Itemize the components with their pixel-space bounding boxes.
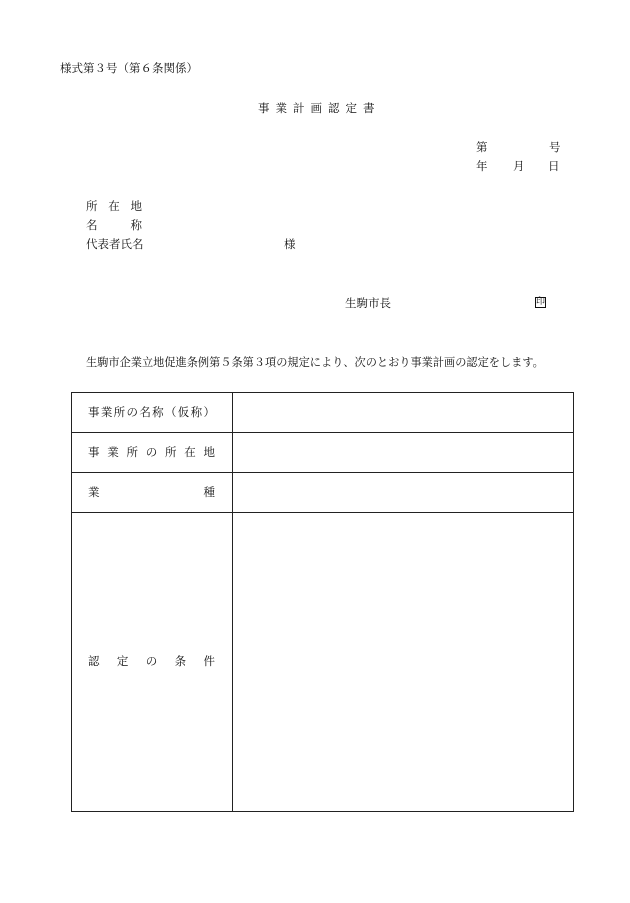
certificate-number-prefix: 第 (476, 140, 488, 154)
row-label-office-location: 事 業 所 の 所 在 地 (88, 445, 215, 459)
certificate-number-suffix: 号 (549, 140, 561, 154)
row-value-conditions (233, 513, 573, 811)
row-label-industry: 業 種 (88, 485, 215, 499)
row-label-office-name: 事 業 所 の 名 称 （ 仮 称 ） (88, 405, 215, 419)
certification-table (71, 392, 574, 812)
body-text: 生駒市企業立地促進条例第５条第３項の規定により、次のとおり事業計画の認定をします。 (86, 356, 544, 369)
addressee-representative-label: 代 表 者 氏 名 (86, 237, 144, 251)
document-title: 事業計画認定書 (258, 101, 381, 115)
seal-mark: 印 (536, 297, 546, 307)
date-month-label: 月 (513, 159, 525, 173)
form-number: 様式第３号（第６条関係） (60, 61, 198, 75)
issuer-mayor: 生駒市長 (345, 296, 391, 310)
row-value-office-name (233, 393, 573, 432)
date-year-label: 年 (476, 159, 488, 173)
addressee-honorific: 様 (284, 237, 296, 251)
addressee-location-label: 所 在 地 (86, 199, 142, 213)
addressee-name-label: 名 称 (86, 218, 142, 232)
row-value-office-location (233, 433, 573, 472)
row-label-conditions: 認 定 の 条 件 (88, 654, 215, 668)
date-day-label: 日 (548, 159, 560, 173)
row-value-industry (233, 473, 573, 512)
